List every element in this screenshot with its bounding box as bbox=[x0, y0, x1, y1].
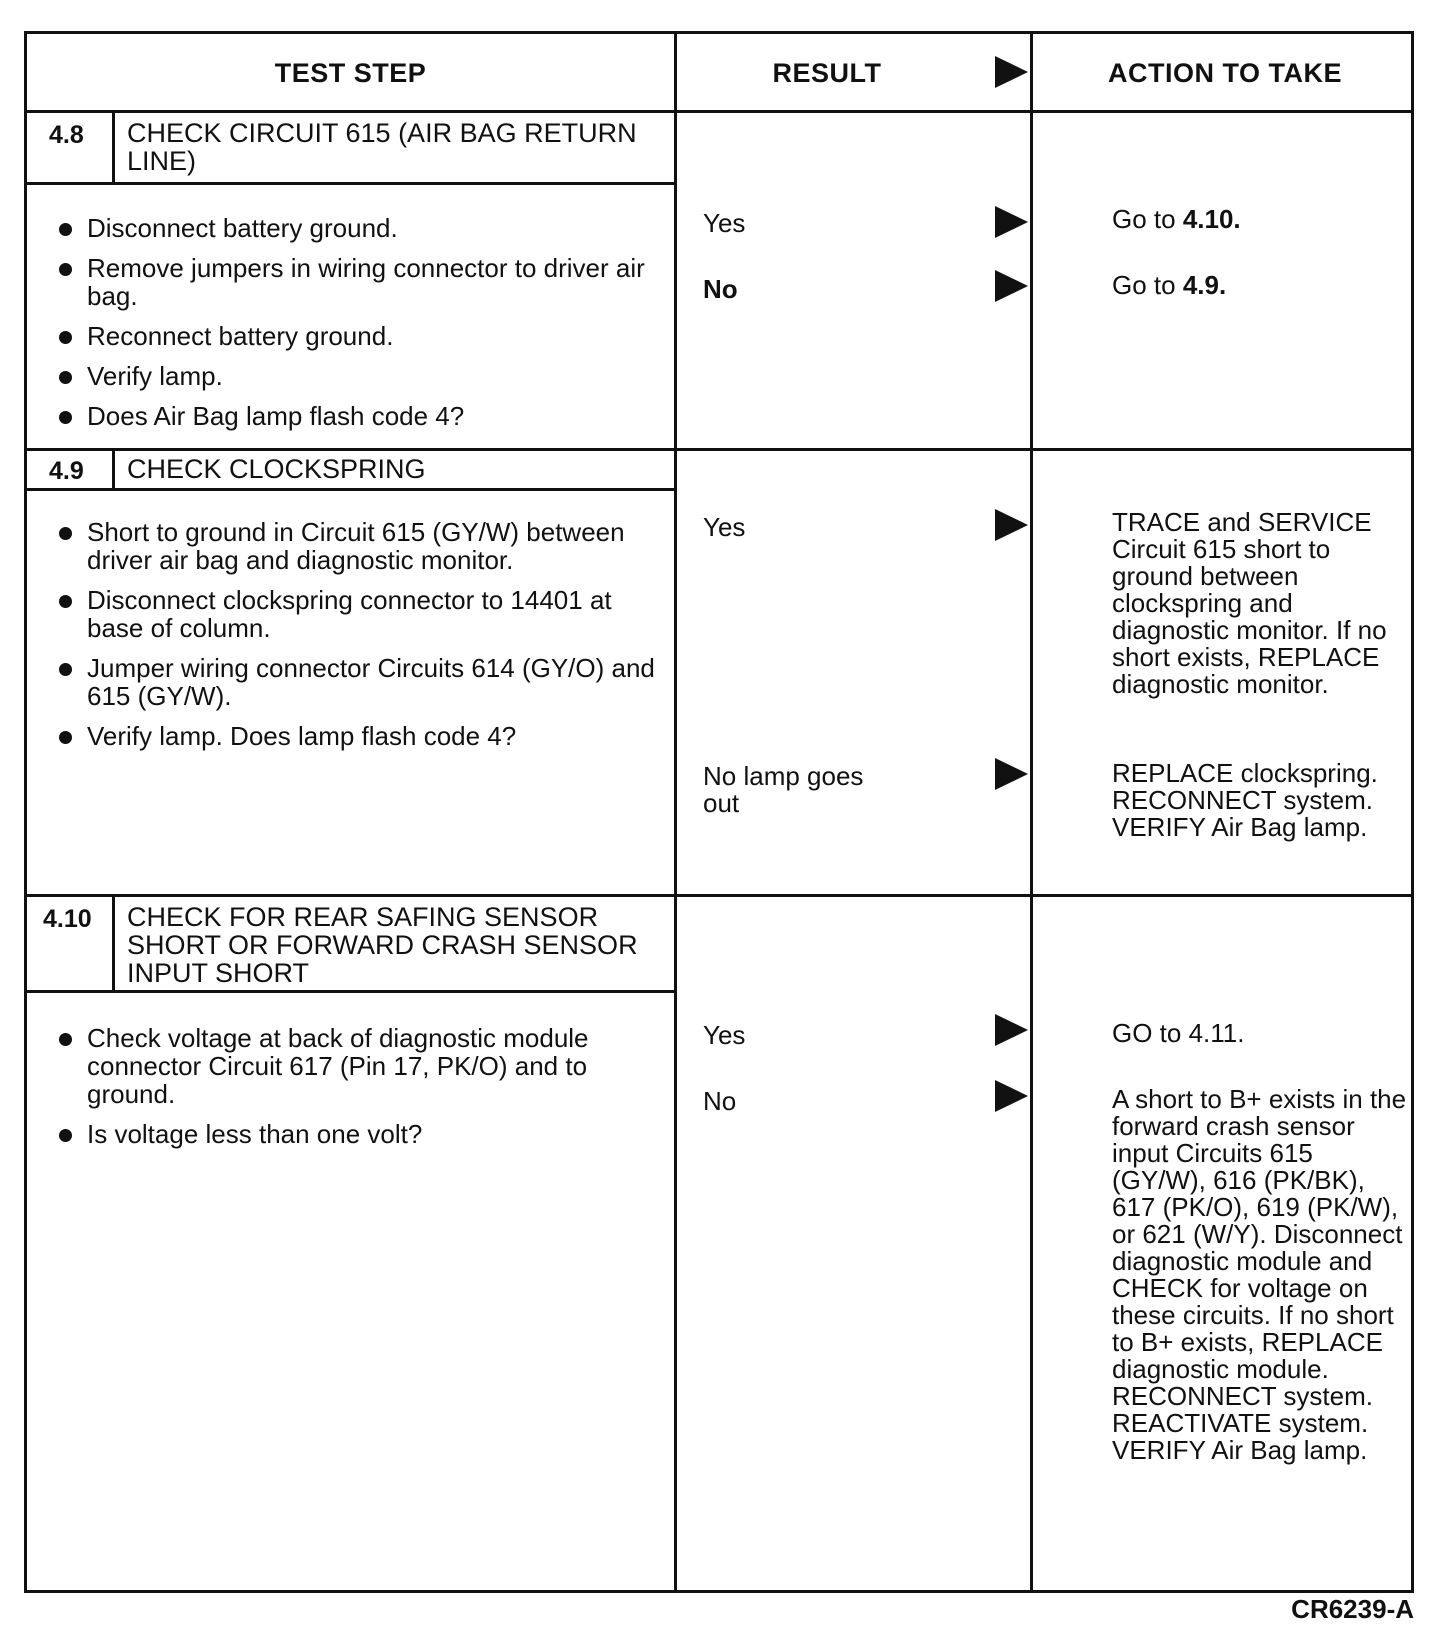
arrow-icon bbox=[995, 509, 1028, 541]
list-item: Does Air Bag lamp flash code 4? bbox=[57, 402, 667, 430]
arrow-icon bbox=[995, 1014, 1028, 1046]
list-item: Verify lamp. bbox=[57, 362, 667, 390]
action-text: TRACE and SERVICE Circuit 615 short to ground between clockspring and diagnostic monitor. If no short exists, REPLACE diagnostic monitor. bbox=[1112, 507, 1387, 699]
result-no: No bbox=[703, 274, 738, 304]
list-item: Reconnect battery ground. bbox=[57, 322, 667, 350]
list-item: Disconnect battery ground. bbox=[57, 214, 667, 242]
action-text: GO to 4.11. bbox=[1112, 1018, 1245, 1048]
action-text: REPLACE clockspring. RECONNECT system. VERIFY Air Bag lamp. bbox=[1112, 758, 1378, 842]
step-4-10-instructions bbox=[57, 1024, 667, 1160]
arrow-icon bbox=[995, 270, 1028, 302]
step-title: CHECK FOR REAR SAFING SENSOR SHORT OR FORWARD CRASH SENSOR INPUT SHORT bbox=[127, 902, 638, 988]
step-4-9-instructions bbox=[57, 518, 667, 762]
header-result: RESULT bbox=[772, 57, 882, 88]
step-title: CHECK CLOCKSPRING bbox=[127, 454, 426, 484]
result-yes: Yes bbox=[703, 1020, 746, 1050]
result-yes: Yes bbox=[703, 512, 746, 542]
list-item: Verify lamp. Does lamp flash code 4? bbox=[57, 722, 667, 750]
arrow-icon bbox=[995, 758, 1028, 790]
step-header-4-8 bbox=[27, 113, 677, 185]
arrow-icon bbox=[995, 206, 1028, 238]
result-no: No lamp goes out bbox=[703, 761, 864, 818]
figure-code: CR6239-A bbox=[1291, 1594, 1414, 1624]
action-text: Go to 4.9. bbox=[1112, 270, 1227, 300]
step-number: 4.10 bbox=[27, 897, 115, 990]
diagnostic-table bbox=[24, 31, 1414, 1593]
step-title: CHECK CIRCUIT 615 (AIR BAG RETURN LINE) bbox=[127, 118, 637, 176]
list-item: Remove jumpers in wiring connector to driver air bag. bbox=[57, 254, 667, 310]
step-header-4-9 bbox=[27, 451, 677, 491]
step-number: 4.9 bbox=[27, 451, 115, 488]
step-4-8-instructions bbox=[57, 214, 667, 442]
header-test-step: TEST STEP bbox=[274, 57, 427, 88]
list-item: Jumper wiring connector Circuits 614 (GY/O) and 615 (GY/W). bbox=[57, 654, 667, 710]
header-arrow-icon bbox=[995, 56, 1028, 88]
result-no: No bbox=[703, 1086, 737, 1116]
list-item: Is voltage less than one volt? bbox=[57, 1120, 667, 1148]
result-yes: Yes bbox=[703, 208, 746, 238]
column-divider-action bbox=[1030, 34, 1033, 1590]
header-action: ACTION TO TAKE bbox=[1108, 57, 1342, 88]
action-text: Go to 4.10. bbox=[1112, 204, 1241, 234]
list-item: Disconnect clockspring connector to 14401 at base of column. bbox=[57, 586, 667, 642]
list-item: Check voltage at back of diagnostic module connector Circuit 617 (Pin 17, PK/O) and to ground. bbox=[57, 1024, 667, 1108]
action-text: A short to B+ exists in the forward crash sensor input Circuits 615 (GY/W), 616 (PK/BK), 617 (PK/O), 619 (PK/W), or 621 (W/Y). Disconnect diagnostic module and CHECK for voltage on these circuits. If no short to B+ exists, REPLACE diagnostic module. RECONNECT system. REACTIVATE system. VERIFY Air Bag lamp. bbox=[1112, 1084, 1407, 1465]
arrow-icon bbox=[995, 1080, 1028, 1112]
step-header-4-10 bbox=[27, 897, 677, 993]
step-number: 4.8 bbox=[27, 113, 115, 182]
list-item: Short to ground in Circuit 615 (GY/W) between driver air bag and diagnostic monitor. bbox=[57, 518, 667, 574]
column-divider-result bbox=[674, 34, 677, 1590]
